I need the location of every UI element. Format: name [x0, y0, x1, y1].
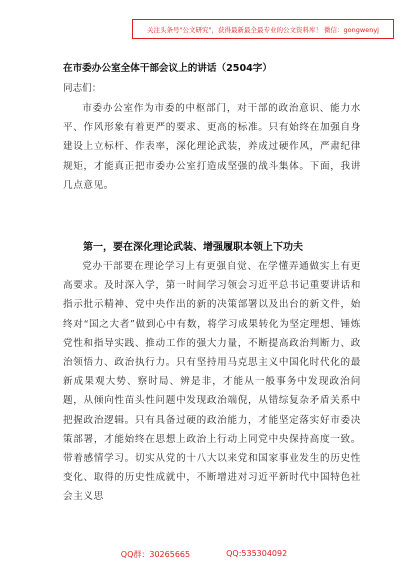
footer-contact: [0, 549, 408, 563]
intro-paragraph: 市委办公室作为市委的中枢部门，对干部的政治意识、能力水平、作风形象有着更严的要求、更高的标准。只有始终在加强自身建设上立标杆、作表率，深化理论武装，养成过硬作风，严肃纪律规矩，才能真正把市委办公室打造成坚强的战斗集体。下面，我讲几点意见。: [63, 103, 361, 191]
qq-group-text: QQ群：30265665: [120, 550, 191, 559]
document-title: 在市委办公室全体干部会议上的讲话（2504字）: [63, 63, 272, 74]
salutation: 同志们：: [63, 83, 102, 94]
section-body-paragraph: 党办干部要在理论学习上有更强自觉、在学懂弄通做实上有更高要求。及时深入学，第一时间学习领会习近平总书记重要讲话和指示批示精神、党中央作出的新的决策部署以及出台的新文件，始终对“国之大者”做到心中有数，将学习成果转化为坚定理想、锤炼党性和指导实践、推动工作的强大力量，不断提高政治判断力、政治领悟力、政治执行力。只有坚持用马克思主义中国化时代化的最新成果观大势、察时局、辨是非，才能从一般事务中发现政治问题，从倾向性苗头性问题中发现政治端倪，从错综复杂矛盾关系中把握政治逻辑。只有具备过硬的政治能力，才能坚定落实好市委决策部署，才能始终在思想上政治上行动上同党中央保持高度一致。带着感情学习。切实从党的十八大以来党和国家事业发生的历史性变化、取得的历史性成就中，不断增进对习近平新时代中国特色社会主义思: [63, 261, 361, 503]
section-heading: 第一，要在深化理论武装、增强履职本领上下功夫: [83, 242, 303, 253]
promo-banner: 关注头条号"公文研究"，获得最新最全最专业的公文资料库！ 微信：gongwenyj: [132, 19, 394, 39]
qq-text: QQ:535304092: [226, 549, 288, 558]
